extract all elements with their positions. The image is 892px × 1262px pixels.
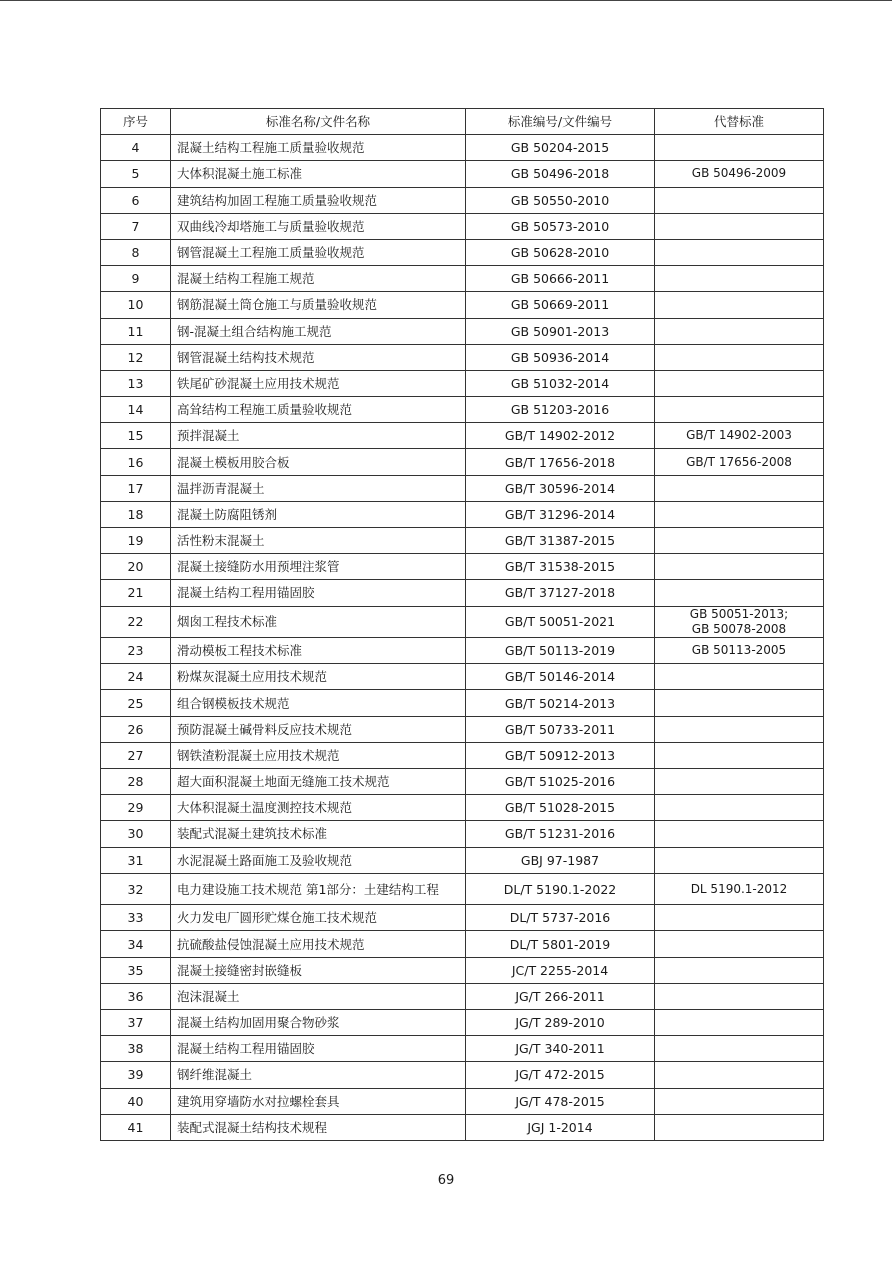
cell-replaces xyxy=(655,344,824,370)
cell-code: DL/T 5737-2016 xyxy=(466,905,655,931)
cell-no: 19 xyxy=(101,528,171,554)
cell-replaces xyxy=(655,187,824,213)
cell-replaces xyxy=(655,135,824,161)
table-row xyxy=(101,528,824,554)
cell-code: GB 50496-2018 xyxy=(466,161,655,187)
table-row xyxy=(101,957,824,983)
cell-name: 钢管混凝土工程施工质量验收规范 xyxy=(171,239,466,265)
cell-replaces xyxy=(655,161,824,187)
header-no: 序号 xyxy=(101,109,171,135)
cell-replaces xyxy=(655,449,824,475)
table-row xyxy=(101,873,824,905)
cell-no: 33 xyxy=(101,905,171,931)
table-row xyxy=(101,239,824,265)
cell-replaces xyxy=(655,213,824,239)
cell-replaces xyxy=(655,873,824,905)
cell-code: GB 50204-2015 xyxy=(466,135,655,161)
cell-code: GB/T 50214-2013 xyxy=(466,690,655,716)
cell-no: 23 xyxy=(101,638,171,664)
cell-name: 钢筋混凝土筒仓施工与质量验收规范 xyxy=(171,292,466,318)
cell-replaces xyxy=(655,528,824,554)
cell-code: GB/T 14902-2012 xyxy=(466,423,655,449)
cell-replaces xyxy=(655,716,824,742)
table-row xyxy=(101,690,824,716)
table-row xyxy=(101,449,824,475)
cell-code: GB/T 51231-2016 xyxy=(466,821,655,847)
cell-replaces xyxy=(655,292,824,318)
cell-name: 混凝土结构工程施工质量验收规范 xyxy=(171,135,466,161)
cell-name: 钢铁渣粉混凝土应用技术规范 xyxy=(171,742,466,768)
cell-name: 粉煤灰混凝土应用技术规范 xyxy=(171,664,466,690)
table-row xyxy=(101,1010,824,1036)
cell-replaces xyxy=(655,905,824,931)
table-row xyxy=(101,931,824,957)
cell-no: 36 xyxy=(101,983,171,1009)
cell-name: 活性粉末混凝土 xyxy=(171,528,466,554)
cell-replaces xyxy=(655,1036,824,1062)
cell-code: JGJ 1-2014 xyxy=(466,1114,655,1140)
cell-name: 泡沫混凝土 xyxy=(171,983,466,1009)
cell-no: 13 xyxy=(101,370,171,396)
cell-no: 25 xyxy=(101,690,171,716)
page-number: 69 xyxy=(437,1173,455,1188)
cell-name: 装配式混凝土建筑技术标准 xyxy=(171,821,466,847)
table-row xyxy=(101,266,824,292)
table-row xyxy=(101,161,824,187)
table-row xyxy=(101,716,824,742)
cell-replaces xyxy=(655,931,824,957)
cell-replaces xyxy=(655,1088,824,1114)
cell-code: GB/T 30596-2014 xyxy=(466,475,655,501)
cell-replaces xyxy=(655,769,824,795)
cell-no: 32 xyxy=(101,873,171,905)
cell-no: 21 xyxy=(101,580,171,606)
cell-code: GB 50628-2010 xyxy=(466,239,655,265)
cell-code: GB 51203-2016 xyxy=(466,397,655,423)
table-row xyxy=(101,344,824,370)
table-header-row xyxy=(101,109,824,135)
cell-no: 39 xyxy=(101,1062,171,1088)
table-row xyxy=(101,638,824,664)
cell-name: 混凝土接缝防水用预埋注浆管 xyxy=(171,554,466,580)
cell-name: 混凝土结构加固用聚合物砂浆 xyxy=(171,1010,466,1036)
table-row xyxy=(101,292,824,318)
cell-code: JC/T 2255-2014 xyxy=(466,957,655,983)
table-row xyxy=(101,135,824,161)
cell-code: GB/T 31296-2014 xyxy=(466,501,655,527)
cell-name: 温拌沥青混凝土 xyxy=(171,475,466,501)
cell-no: 11 xyxy=(101,318,171,344)
cell-replaces xyxy=(655,606,824,638)
cell-replaces xyxy=(655,475,824,501)
cell-code: DL/T 5801-2019 xyxy=(466,931,655,957)
page-top-border xyxy=(0,0,892,1)
cell-replaces xyxy=(655,664,824,690)
table-row xyxy=(101,1114,824,1140)
table-body xyxy=(101,135,824,1141)
cell-code: JG/T 340-2011 xyxy=(466,1036,655,1062)
table-row xyxy=(101,397,824,423)
replaced-standard: GB 50051-2013; xyxy=(689,606,789,621)
cell-code: GB/T 51025-2016 xyxy=(466,769,655,795)
cell-name: 大体积混凝土施工标准 xyxy=(171,161,466,187)
cell-code: JG/T 478-2015 xyxy=(466,1088,655,1114)
table-row xyxy=(101,423,824,449)
cell-no: 18 xyxy=(101,501,171,527)
cell-name: 铁尾矿砂混凝土应用技术规范 xyxy=(171,370,466,396)
cell-no: 5 xyxy=(101,161,171,187)
cell-code: GB 50901-2013 xyxy=(466,318,655,344)
table-row xyxy=(101,905,824,931)
cell-name: 抗硫酸盐侵蚀混凝土应用技术规范 xyxy=(171,931,466,957)
cell-name: 混凝土结构工程用锚固胶 xyxy=(171,1036,466,1062)
cell-replaces xyxy=(655,1010,824,1036)
cell-code: GB 50573-2010 xyxy=(466,213,655,239)
cell-no: 31 xyxy=(101,847,171,873)
cell-no: 27 xyxy=(101,742,171,768)
cell-code: GB/T 50113-2019 xyxy=(466,638,655,664)
cell-code: GB/T 37127-2018 xyxy=(466,580,655,606)
cell-name: 滑动模板工程技术标准 xyxy=(171,638,466,664)
cell-no: 6 xyxy=(101,187,171,213)
cell-no: 4 xyxy=(101,135,171,161)
cell-code: GB/T 31538-2015 xyxy=(466,554,655,580)
cell-no: 29 xyxy=(101,795,171,821)
cell-code: GB/T 51028-2015 xyxy=(466,795,655,821)
replaced-standard: GB/T 14902-2003 xyxy=(686,428,792,443)
cell-no: 22 xyxy=(101,606,171,638)
cell-replaces xyxy=(655,795,824,821)
cell-code: GB/T 50912-2013 xyxy=(466,742,655,768)
cell-name: 混凝土接缝密封嵌缝板 xyxy=(171,957,466,983)
table-row xyxy=(101,187,824,213)
table-row xyxy=(101,847,824,873)
cell-code: GB 50936-2014 xyxy=(466,344,655,370)
cell-name: 电力建设施工技术规范 第1部分：土建结构工程 xyxy=(171,873,466,905)
cell-no: 17 xyxy=(101,475,171,501)
cell-name: 预防混凝土碱骨料反应技术规范 xyxy=(171,716,466,742)
cell-name: 钢纤维混凝土 xyxy=(171,1062,466,1088)
cell-name: 混凝土模板用胶合板 xyxy=(171,449,466,475)
replaced-standard: GB 50496-2009 xyxy=(691,166,787,181)
cell-code: GB/T 31387-2015 xyxy=(466,528,655,554)
cell-replaces xyxy=(655,847,824,873)
cell-replaces xyxy=(655,370,824,396)
standards-table xyxy=(100,108,824,1141)
cell-no: 37 xyxy=(101,1010,171,1036)
cell-replaces xyxy=(655,423,824,449)
cell-no: 10 xyxy=(101,292,171,318)
cell-code: JG/T 289-2010 xyxy=(466,1010,655,1036)
cell-code: GB 50669-2011 xyxy=(466,292,655,318)
cell-code: GB/T 50051-2021 xyxy=(466,606,655,638)
cell-replaces xyxy=(655,690,824,716)
cell-no: 24 xyxy=(101,664,171,690)
cell-no: 7 xyxy=(101,213,171,239)
cell-code: GB 50550-2010 xyxy=(466,187,655,213)
header-replaces: 代替标准 xyxy=(655,109,824,135)
cell-code: GB 51032-2014 xyxy=(466,370,655,396)
replaced-standard: GB 50113-2005 xyxy=(691,643,787,658)
cell-name: 超大面积混凝土地面无缝施工技术规范 xyxy=(171,769,466,795)
cell-no: 20 xyxy=(101,554,171,580)
cell-name: 预拌混凝土 xyxy=(171,423,466,449)
cell-code: GB 50666-2011 xyxy=(466,266,655,292)
cell-code: GB/T 50146-2014 xyxy=(466,664,655,690)
cell-name: 高耸结构工程施工质量验收规范 xyxy=(171,397,466,423)
header-name: 标准名称/文件名称 xyxy=(171,109,466,135)
cell-name: 双曲线冷却塔施工与质量验收规范 xyxy=(171,213,466,239)
table-row xyxy=(101,1062,824,1088)
cell-replaces xyxy=(655,501,824,527)
cell-code: DL/T 5190.1-2022 xyxy=(466,873,655,905)
cell-replaces xyxy=(655,318,824,344)
cell-name: 大体积混凝土温度测控技术规范 xyxy=(171,795,466,821)
cell-replaces xyxy=(655,1114,824,1140)
cell-code: JG/T 266-2011 xyxy=(466,983,655,1009)
cell-no: 34 xyxy=(101,931,171,957)
cell-replaces xyxy=(655,638,824,664)
cell-replaces xyxy=(655,266,824,292)
cell-no: 35 xyxy=(101,957,171,983)
table-row xyxy=(101,318,824,344)
cell-replaces xyxy=(655,397,824,423)
replaced-standard: GB 50078-2008 xyxy=(691,621,787,636)
cell-replaces xyxy=(655,983,824,1009)
table-row xyxy=(101,795,824,821)
cell-replaces xyxy=(655,821,824,847)
cell-name: 组合钢模板技术规范 xyxy=(171,690,466,716)
cell-name: 钢-混凝土组合结构施工规范 xyxy=(171,318,466,344)
cell-no: 26 xyxy=(101,716,171,742)
cell-no: 41 xyxy=(101,1114,171,1140)
table-row xyxy=(101,606,824,638)
cell-code: JG/T 472-2015 xyxy=(466,1062,655,1088)
cell-replaces xyxy=(655,957,824,983)
cell-replaces xyxy=(655,554,824,580)
cell-name: 混凝土结构工程施工规范 xyxy=(171,266,466,292)
cell-no: 14 xyxy=(101,397,171,423)
cell-name: 钢管混凝土结构技术规范 xyxy=(171,344,466,370)
cell-no: 30 xyxy=(101,821,171,847)
table-row xyxy=(101,769,824,795)
header-code: 标准编号/文件编号 xyxy=(466,109,655,135)
cell-no: 16 xyxy=(101,449,171,475)
table-row xyxy=(101,475,824,501)
cell-replaces xyxy=(655,1062,824,1088)
cell-name: 混凝土结构工程用锚固胶 xyxy=(171,580,466,606)
table-row xyxy=(101,664,824,690)
cell-name: 建筑结构加固工程施工质量验收规范 xyxy=(171,187,466,213)
table-row xyxy=(101,370,824,396)
table-row xyxy=(101,580,824,606)
replaced-standard: GB/T 17656-2008 xyxy=(686,454,792,469)
cell-no: 8 xyxy=(101,239,171,265)
table-row xyxy=(101,1036,824,1062)
table-row xyxy=(101,554,824,580)
table-row xyxy=(101,1088,824,1114)
cell-name: 建筑用穿墙防水对拉螺栓套具 xyxy=(171,1088,466,1114)
cell-name: 火力发电厂圆形贮煤仓施工技术规范 xyxy=(171,905,466,931)
cell-replaces xyxy=(655,580,824,606)
cell-name: 水泥混凝土路面施工及验收规范 xyxy=(171,847,466,873)
cell-replaces xyxy=(655,239,824,265)
cell-no: 12 xyxy=(101,344,171,370)
cell-name: 装配式混凝土结构技术规程 xyxy=(171,1114,466,1140)
cell-no: 9 xyxy=(101,266,171,292)
cell-no: 40 xyxy=(101,1088,171,1114)
cell-name: 烟囱工程技术标准 xyxy=(171,606,466,638)
replaced-standard: DL 5190.1-2012 xyxy=(690,881,788,896)
cell-no: 15 xyxy=(101,423,171,449)
cell-no: 28 xyxy=(101,769,171,795)
cell-code: GBJ 97-1987 xyxy=(466,847,655,873)
table-row xyxy=(101,501,824,527)
table-row xyxy=(101,821,824,847)
table-row xyxy=(101,213,824,239)
cell-code: GB/T 17656-2018 xyxy=(466,449,655,475)
cell-replaces xyxy=(655,742,824,768)
table-row xyxy=(101,983,824,1009)
cell-code: GB/T 50733-2011 xyxy=(466,716,655,742)
cell-name: 混凝土防腐阻锈剂 xyxy=(171,501,466,527)
cell-no: 38 xyxy=(101,1036,171,1062)
table-row xyxy=(101,742,824,768)
